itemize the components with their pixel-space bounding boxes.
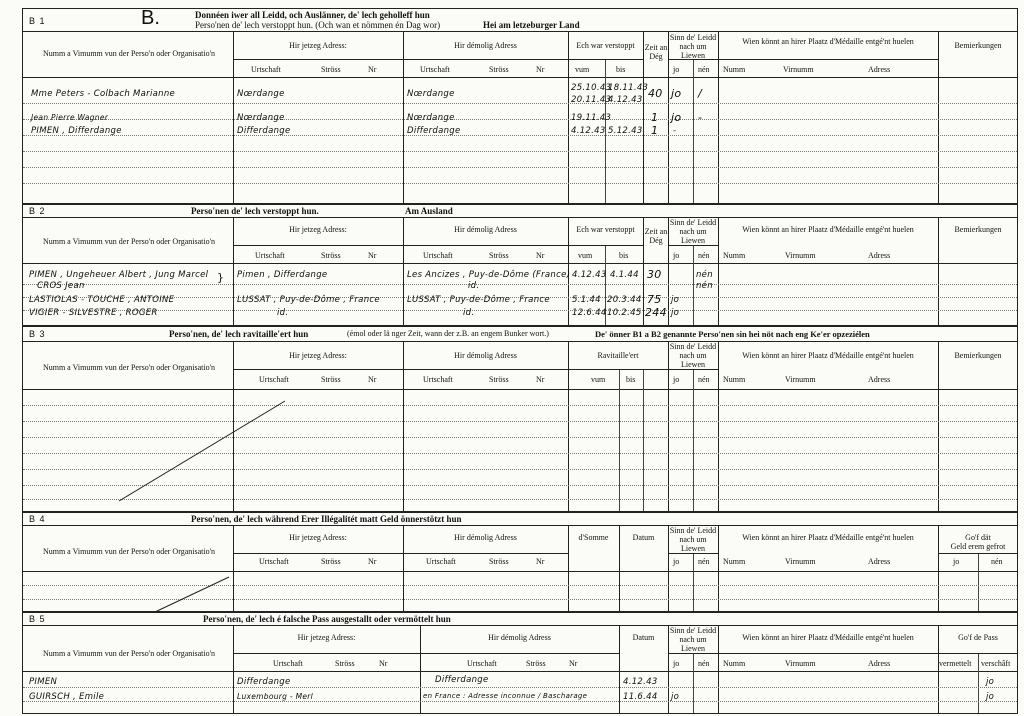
col-header-street: Ströss: [489, 65, 509, 74]
col-header-current-address: Hir jetzeg Adress:: [289, 41, 347, 50]
col-header-money-back: Geld erem gefrot: [950, 542, 1006, 551]
table-row-former-town: Les Ancizes , Puy-de-Dôme (France): [407, 270, 571, 280]
section-code: B 2: [29, 206, 46, 216]
table-row-name: LASTIOLAS - TOUCHE , ANTOINE: [29, 295, 175, 305]
col-header-street: Ströss: [321, 375, 341, 384]
table-row-days: 75: [647, 293, 662, 306]
col-header-yes: jo: [673, 375, 680, 384]
col-header-nr: Nr: [368, 251, 377, 260]
col-header-surname: Numm: [723, 557, 746, 566]
table-row-yes: jo: [671, 308, 680, 318]
col-header-pass: Go'f de Pass: [958, 633, 998, 642]
table-row-yes: jo: [671, 111, 682, 124]
col-header-from: vum: [578, 251, 593, 260]
table-row-former-town: en France : Adresse inconnue / Bascharage: [423, 692, 588, 700]
table-row-to: 4.1.44: [610, 270, 639, 280]
col-header-to: bis: [626, 375, 636, 384]
table-row-from: 12.6.44: [572, 308, 607, 318]
col-header-nr: Nr: [536, 65, 545, 74]
col-header-town: Urtschaft: [255, 251, 285, 260]
form-letter: B.: [141, 7, 160, 29]
table-row-name: Mme Peters - Colbach Marianne: [31, 89, 176, 99]
table-row-no: /: [698, 87, 703, 100]
section-code: B 4: [29, 514, 46, 524]
col-header-from: vum: [591, 375, 606, 384]
col-header-town: Urtschaft: [423, 251, 453, 260]
table-row-current-town: id.: [277, 308, 289, 318]
col-header-current-address: Hir jetzeg Adress:: [289, 225, 347, 234]
section-b5: [22, 612, 1018, 714]
table-row-from: 19.11.43: [571, 113, 612, 123]
col-header-hidden: Ech war verstoppt: [576, 41, 635, 50]
table-row-days: 1: [651, 124, 659, 137]
section-title: Perso'nen, de' lech é falsche Pass ausgestallt oder vermöttelt hun: [203, 614, 451, 624]
table-row-former-town: id.: [468, 281, 480, 291]
table-row-name: GUIRSCH , Emile: [29, 692, 105, 702]
table-row-current-town: Luxembourg - Merl: [237, 692, 314, 701]
table-row-days: 30: [647, 268, 662, 281]
col-header-yes: jo: [953, 557, 960, 566]
table-row-obtained: jo: [986, 692, 995, 702]
section-b2: [22, 204, 1018, 326]
table-row-days: 40: [648, 87, 663, 100]
table-row-name: PIMEN: [29, 677, 58, 687]
col-header-current-address: Hir jetzeg Adress:: [289, 533, 347, 542]
col-header-town: Urtschaft: [251, 65, 281, 74]
col-header-name: Numm a Vimumm vun der Perso'n oder Organisatio'n: [42, 649, 216, 658]
section-subtitle: Perso'nen de' lech verstoppt hun. (Och wan et nömmen én Dag wor): [195, 20, 441, 30]
table-row-name: PIMEN , Differdange: [31, 126, 122, 136]
section-location: Am Ausland: [405, 206, 453, 216]
col-header-nr: Nr: [368, 557, 377, 566]
col-header-town: Urtschaft: [467, 659, 497, 668]
table-row-yes: jo: [671, 87, 682, 100]
table-row-former-town: Differdange: [435, 675, 489, 685]
col-header-sum: d'Somme: [578, 533, 609, 542]
col-header-no: nén: [698, 557, 710, 566]
col-header-firstname: Virnumm: [783, 65, 814, 74]
col-header-remarks: Bemierkungen: [954, 225, 1002, 234]
col-header-from: vum: [575, 65, 590, 74]
col-header-firstname: Virnumm: [785, 251, 816, 260]
col-header-town: Urtschaft: [273, 659, 303, 668]
table-row-days: 1: [651, 111, 659, 124]
table-row-obtained: jo: [986, 677, 995, 687]
col-header-address: Adress: [868, 65, 891, 74]
section-code: B 3: [29, 329, 46, 339]
section-note: (émol oder lä nger Zeit, wann der z.B. an engem Bunker wort.): [347, 329, 549, 338]
section-b3: [22, 326, 1018, 512]
col-header-medal: Wien könnt an hirer Plaatz d'Médaille entgé'nt huelen: [742, 351, 914, 360]
col-header-town: Urtschaft: [423, 375, 453, 384]
col-header-to: bis: [616, 65, 626, 74]
col-header-name: Numm a Vimumm vun der Perso'n oder Organisatio'n: [42, 237, 216, 246]
col-header-yes: jo: [673, 557, 680, 566]
table-row-no: nén: [696, 281, 713, 291]
table-row-date: 4.12.43: [623, 677, 658, 687]
col-header-nr: Nr: [368, 375, 377, 384]
table-row-from: 4.12.43: [572, 270, 607, 280]
table-row-to: 10.2.45: [607, 308, 642, 318]
col-header-remarks: Bemierkungen: [954, 351, 1002, 360]
col-header-street: Ströss: [321, 251, 341, 260]
section-title: Donnéen iwer all Leidd, och Auslänner, de' lech geholleff hun: [195, 10, 430, 20]
table-row-former-town: Differdange: [407, 126, 461, 136]
col-header-supplied: Ravitaille'ert: [597, 351, 639, 360]
col-header-nr: Nr: [536, 375, 545, 384]
section-title: Perso'nen, de' lech ravitaille'ert hun: [169, 329, 309, 339]
table-row-date: 11.6.44: [623, 692, 658, 702]
col-header-town: Urtschaft: [426, 557, 456, 566]
table-row-name: CROS Jean: [37, 281, 85, 291]
section-title: Perso'nen, de' lech während Erer Illégalitét matt Geld önnerstötzt hun: [191, 514, 462, 524]
col-header-days: Zeit an Dég: [644, 227, 668, 245]
col-header-former-address: Hir démolig Adress: [488, 633, 551, 642]
col-header-street: Ströss: [489, 557, 509, 566]
col-header-surname: Numm: [723, 251, 746, 260]
section-instruction: De' önner B1 a B2 genannte Perso'nen sin hei nöt nach eng Ke'er opzeziélen: [595, 329, 870, 339]
col-header-mediated: vermettelt: [939, 659, 972, 668]
col-header-medal: Wien könnt an hirer Plaatz d'Médaille entgé'nt huelen: [742, 633, 914, 642]
col-header-current-address: Hir jetzeg Adress:: [297, 633, 356, 642]
table-row-name: VIGIER - SILVESTRE , ROGER: [29, 308, 158, 318]
col-header-street: Ströss: [526, 659, 546, 668]
table-row-current-town: LUSSAT , Puy-de-Dôme , France: [237, 295, 380, 305]
col-header-alive: Sinn de' Leidd nach um Liewen: [669, 33, 717, 60]
col-header-former-address: Hir démolig Adress: [454, 533, 517, 542]
section-b1: [22, 8, 1018, 204]
col-header-yes: jo: [673, 251, 680, 260]
col-header-firstname: Virnumm: [785, 375, 816, 384]
col-header-address: Adress: [868, 251, 891, 260]
col-header-yes: jo: [673, 65, 680, 74]
col-header-nr: Nr: [569, 659, 578, 668]
table-row-to: 18.11.43: [608, 83, 649, 93]
col-header-street: Ströss: [489, 375, 509, 384]
col-header-address: Adress: [868, 557, 891, 566]
table-row-yes: -: [673, 126, 677, 136]
col-header-nr: Nr: [536, 251, 545, 260]
col-header-medal: Wien könnt an hirer Plaatz d'Médaille entgé'nt huelen: [742, 225, 914, 234]
col-header-alive: Sinn de' Leidd nach um Liewen: [669, 526, 717, 553]
col-header-remarks: Bemierkungen: [954, 41, 1002, 50]
table-row-yes: jo: [671, 295, 680, 305]
col-header-no: nén: [698, 251, 710, 260]
col-header-name: Numm a Vimumm vun der Perso'n oder Organisatio'n: [42, 363, 216, 372]
col-header-address: Adress: [868, 659, 891, 668]
table-row-no: nén: [696, 270, 713, 280]
col-header-town: Urtschaft: [420, 65, 450, 74]
table-row-name: Jean Pierre Wagner: [31, 113, 109, 122]
table-row-current-town: Differdange: [237, 126, 291, 136]
col-header-date: Datum: [632, 533, 655, 542]
table-row-days: 244: [645, 306, 667, 319]
col-header-town: Urtschaft: [259, 557, 289, 566]
col-header-medal: Wien könnt an hirer Plaatz d'Médaille entgé'nt huelen: [742, 533, 914, 542]
section-code: B 5: [29, 614, 46, 624]
col-header-alive: Sinn de' Leidd nach um Liewen: [669, 218, 717, 245]
table-row-former-town: Nœrdange: [407, 89, 455, 99]
col-header-days: Zeit an Dég: [644, 43, 668, 61]
col-header-former-address: Hir démolig Adress: [454, 351, 517, 360]
section-location: Hei am letzeburger Land: [483, 20, 580, 30]
table-row-current-town: Pimen , Differdange: [237, 270, 328, 280]
col-header-yes: jo: [673, 659, 680, 668]
col-header-alive: Sinn de' Leidd nach um Liewen: [669, 342, 717, 369]
col-header-name: Numm a Vimumm vun der Perso'n oder Organisatio'n: [42, 547, 216, 556]
col-header-obtained: verschâft: [981, 659, 1011, 668]
table-row-to: 20.3.44: [607, 295, 642, 305]
col-header-surname: Numm: [723, 659, 746, 668]
table-row-to: 5.12.43: [608, 126, 643, 136]
table-row-current-town: Differdange: [237, 677, 291, 687]
col-header-nr: Nr: [379, 659, 388, 668]
section-title: Perso'nen de' lech verstoppt hun.: [191, 206, 319, 216]
table-row-current-town: Nœrdange: [237, 113, 285, 123]
col-header-former-address: Hir démolig Adress: [454, 41, 517, 50]
table-row-from: 5.1.44: [572, 295, 601, 305]
col-header-hidden: Ech war verstoppt: [576, 225, 635, 234]
section-b4: [22, 512, 1018, 612]
table-row-former-town: id.: [463, 308, 475, 318]
col-header-firstname: Virnumm: [785, 557, 816, 566]
table-row-former-town: Nœrdange: [407, 113, 455, 123]
col-header-no: nén: [698, 659, 710, 668]
table-row-yes: jo: [671, 692, 680, 702]
col-header-town: Urtschaft: [259, 375, 289, 384]
brace-icon: }: [217, 271, 225, 284]
col-header-no: nén: [991, 557, 1003, 566]
table-row-from: 25.10.43: [571, 83, 612, 93]
col-header-former-address: Hir démolig Adress: [454, 225, 517, 234]
col-header-current-address: Hir jetzeg Adress:: [289, 351, 347, 360]
table-row-from: 4.12.43: [571, 126, 606, 136]
col-header-medal: Wien könnt an hirer Plaatz d'Médaille entgé'nt huelen: [742, 37, 914, 46]
col-header-surname: Numm: [723, 375, 746, 384]
col-header-alive: Sinn de' Leidd nach um Liewen: [669, 626, 717, 653]
col-header-firstname: Virnumm: [785, 659, 816, 668]
col-header-street: Ströss: [489, 251, 509, 260]
col-header-to: bis: [619, 251, 629, 260]
col-header-nr: Nr: [368, 65, 377, 74]
table-row-name: PIMEN , Ungeheuer Albert , Jung Marcel: [29, 270, 209, 280]
col-header-street: Ströss: [321, 557, 341, 566]
col-header-no: nén: [698, 375, 710, 384]
col-header-name: Numm a Vimumm vun der Perso'n oder Organisatio'n: [42, 49, 216, 58]
col-header-no: nén: [698, 65, 710, 74]
col-header-gave: Go'f dät: [965, 533, 991, 542]
col-header-address: Adress: [868, 375, 891, 384]
strike-through-mark: [23, 327, 24, 328]
col-header-date: Datum: [632, 633, 655, 642]
col-header-street: Ströss: [321, 65, 341, 74]
table-row-no: -: [698, 111, 703, 124]
strike-through-mark: [23, 513, 24, 514]
col-header-nr: Nr: [536, 557, 545, 566]
table-row-current-town: Nœrdange: [237, 89, 285, 99]
table-row-from: 20.11.43: [571, 95, 612, 105]
table-row-to: 4.12.43: [608, 95, 643, 105]
col-header-street: Ströss: [335, 659, 355, 668]
col-header-surname: Numm: [723, 65, 746, 74]
table-row-former-town: LUSSAT , Puy-de-Dôme , France: [407, 295, 550, 305]
section-code: B 1: [29, 16, 46, 26]
